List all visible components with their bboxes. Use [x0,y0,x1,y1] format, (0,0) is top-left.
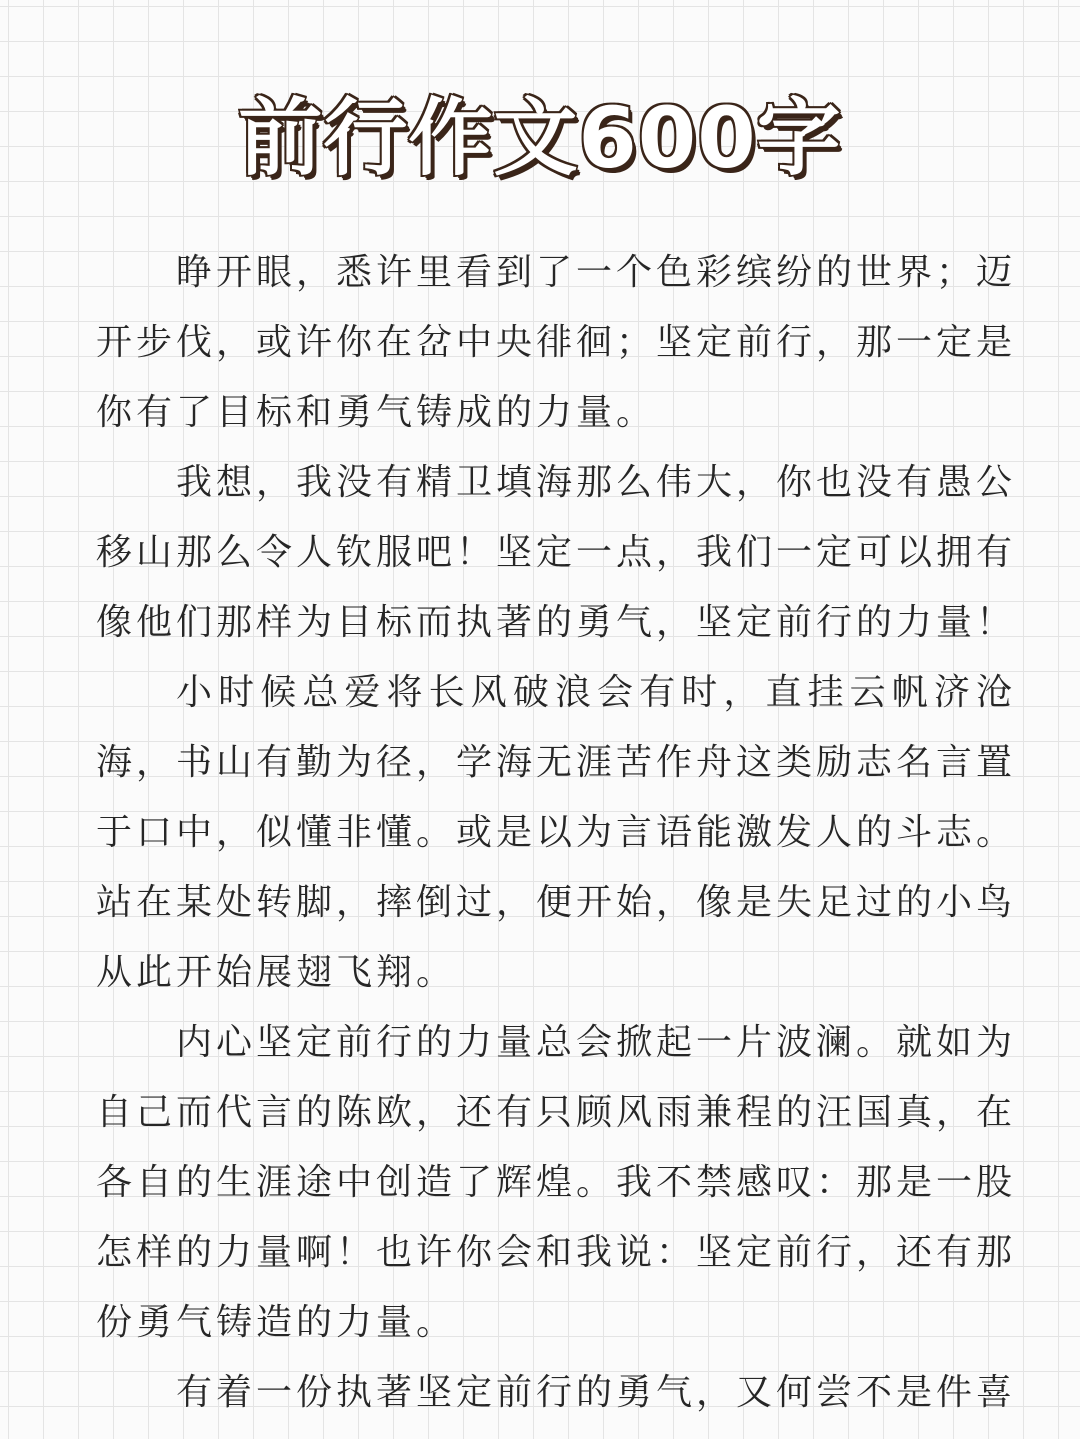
essay-paragraph-5: 有着一份执著坚定前行的勇气，又何尝不是件喜 [176,1372,1017,1413]
essay-paragraph-1: 睁开眼，悉许里看到了一个色彩缤纷的世界；迈开步伐，或许你在岔中央徘徊；坚定前行，那一定是你有了目标和勇气铸成的力量。 [96,252,1017,433]
essay-paragraph-3: 小时候总爱将长风破浪会有时，直挂云帆济沧海，书山有勤为径，学海无涯苦作舟这类励志名言置于口中，似懂非懂。或是以为言语能激发人的斗志。站在某处转脚，摔倒过，便开始，像是失足过的小鸟从此开始展翅飞翔。 [96,672,1017,993]
essay-body [96,238,1016,1428]
essay-title: 前行作文600字 [238,89,842,187]
essay-paragraph-2: 我想，我没有精卫填海那么伟大，你也没有愚公移山那么令人钦服吧！坚定一点，我们一定可以拥有像他们那样为目标而执著的勇气，坚定前行的力量！ [96,462,1017,643]
essay-paragraph-4: 内心坚定前行的力量总会掀起一片波澜。就如为自己而代言的陈欧，还有只顾风雨兼程的汪国真，在各自的生涯途中创造了辉煌。我不禁感叹：那是一股怎样的力量啊！也许你会和我说：坚定前行，还有那份勇气铸造的力量。 [96,1022,1017,1343]
